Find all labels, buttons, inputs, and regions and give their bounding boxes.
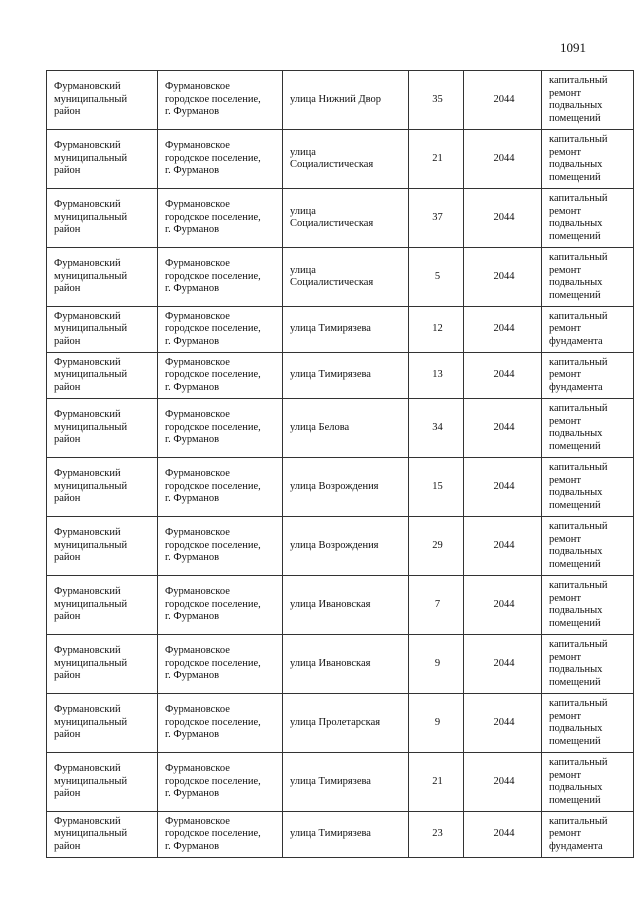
work-type-text: капитальный ремонт подвальных помещений	[549, 521, 608, 570]
house-number-text: 29	[432, 539, 443, 551]
house-number-cell	[409, 248, 464, 307]
house-number-cell	[409, 71, 464, 130]
settlement-cell	[158, 71, 283, 130]
house-number-text: 34	[432, 421, 443, 433]
district-text: Фурмановский муниципальный район	[54, 763, 128, 800]
street-text: улица Пролетарская	[290, 716, 381, 728]
street-cell	[283, 353, 409, 399]
house-number-text: 35	[432, 93, 443, 105]
house-number-cell	[409, 399, 464, 458]
house-number-cell	[409, 189, 464, 248]
table-row	[47, 753, 634, 812]
house-number-cell	[409, 635, 464, 694]
house-number-text: 13	[432, 369, 443, 381]
work-type-cell	[542, 71, 634, 130]
work-type-text: капитальный ремонт подвальных помещений	[549, 403, 608, 452]
year-cell	[464, 307, 542, 353]
house-number-text: 9	[434, 716, 441, 728]
street-text: улица Возрождения	[290, 480, 379, 492]
street-cell	[283, 753, 409, 812]
year-text: 2044	[493, 539, 515, 551]
work-type-text: капитальный ремонт фундамента	[549, 310, 608, 347]
year-cell	[464, 812, 542, 858]
year-text: 2044	[493, 716, 515, 728]
work-type-cell	[542, 353, 634, 399]
year-cell	[464, 189, 542, 248]
work-type-cell	[542, 399, 634, 458]
table-row	[47, 694, 634, 753]
street-cell	[283, 399, 409, 458]
work-type-cell	[542, 576, 634, 635]
work-type-cell	[542, 635, 634, 694]
district-text: Фурмановский муниципальный район	[54, 586, 128, 623]
settlement-text: Фурмановское городское поселение, г. Фурманов	[165, 81, 261, 118]
year-cell	[464, 753, 542, 812]
table-row	[47, 576, 634, 635]
settlement-text: Фурмановское городское поселение, г. Фурманов	[165, 586, 261, 623]
district-cell	[47, 189, 158, 248]
work-type-text: капитальный ремонт подвальных помещений	[549, 75, 608, 124]
street-text: улица Тимирязева	[290, 323, 371, 335]
district-cell	[47, 694, 158, 753]
street-text: улица Ивановская	[290, 598, 371, 610]
settlement-cell	[158, 635, 283, 694]
street-text: улица Социалистическая	[290, 205, 374, 229]
work-type-text: капитальный ремонт подвальных помещений	[549, 193, 608, 242]
year-text: 2044	[493, 369, 515, 381]
work-type-cell	[542, 517, 634, 576]
work-type-cell	[542, 307, 634, 353]
page-number: 1091	[560, 40, 586, 55]
street-text: улица Тимирязева	[290, 369, 371, 381]
street-text: улица Белова	[290, 421, 350, 433]
street-cell	[283, 635, 409, 694]
table-row	[47, 307, 634, 353]
settlement-cell	[158, 812, 283, 858]
work-type-text: капитальный ремонт подвальных помещений	[549, 252, 608, 301]
district-text: Фурмановский муниципальный район	[54, 468, 128, 505]
settlement-text: Фурмановское городское поселение, г. Фурманов	[165, 258, 261, 295]
house-number-cell	[409, 517, 464, 576]
district-cell	[47, 812, 158, 858]
year-cell	[464, 399, 542, 458]
work-type-text: капитальный ремонт подвальных помещений	[549, 698, 608, 747]
street-text: улица Возрождения	[290, 539, 379, 551]
district-cell	[47, 71, 158, 130]
district-text: Фурмановский муниципальный район	[54, 258, 128, 295]
settlement-text: Фурмановское городское поселение, г. Фурманов	[165, 140, 261, 177]
year-text: 2044	[493, 211, 515, 223]
settlement-cell	[158, 353, 283, 399]
settlement-cell	[158, 307, 283, 353]
street-cell	[283, 71, 409, 130]
house-number-text: 37	[432, 211, 443, 223]
table-row	[47, 130, 634, 189]
year-cell	[464, 71, 542, 130]
work-type-cell	[542, 189, 634, 248]
house-number-cell	[409, 130, 464, 189]
district-cell	[47, 248, 158, 307]
table-row	[47, 71, 634, 130]
table-row	[47, 517, 634, 576]
street-text: улица Социалистическая	[290, 146, 374, 170]
district-text: Фурмановский муниципальный район	[54, 199, 128, 236]
house-number-cell	[409, 458, 464, 517]
street-text: улица Тимирязева	[290, 775, 371, 787]
settlement-cell	[158, 753, 283, 812]
settlement-text: Фурмановское городское поселение, г. Фурманов	[165, 645, 261, 682]
table-row	[47, 812, 634, 858]
work-type-cell	[542, 130, 634, 189]
year-text: 2044	[493, 152, 515, 164]
settlement-text: Фурмановское городское поселение, г. Фурманов	[165, 310, 261, 347]
street-cell	[283, 812, 409, 858]
street-text: улица Нижний Двор	[290, 93, 382, 105]
table-row	[47, 399, 634, 458]
street-text: улица Ивановская	[290, 657, 371, 669]
work-type-cell	[542, 694, 634, 753]
work-type-text: капитальный ремонт фундамента	[549, 356, 608, 393]
year-cell	[464, 517, 542, 576]
year-text: 2044	[493, 657, 515, 669]
street-cell	[283, 458, 409, 517]
year-text: 2044	[493, 480, 515, 492]
house-number-text: 12	[432, 323, 443, 335]
settlement-cell	[158, 399, 283, 458]
year-text: 2044	[493, 828, 515, 840]
year-cell	[464, 458, 542, 517]
table-row	[47, 189, 634, 248]
district-text: Фурмановский муниципальный район	[54, 527, 128, 564]
work-type-cell	[542, 753, 634, 812]
settlement-text: Фурмановское городское поселение, г. Фурманов	[165, 704, 261, 741]
street-cell	[283, 307, 409, 353]
house-number-cell	[409, 753, 464, 812]
year-text: 2044	[493, 323, 515, 335]
street-cell	[283, 248, 409, 307]
house-number-cell	[409, 812, 464, 858]
district-cell	[47, 399, 158, 458]
house-number-text: 15	[432, 480, 443, 492]
street-text: улица Социалистическая	[290, 264, 374, 288]
work-type-cell	[542, 248, 634, 307]
district-text: Фурмановский муниципальный район	[54, 409, 128, 446]
table-row	[47, 353, 634, 399]
settlement-cell	[158, 576, 283, 635]
district-cell	[47, 458, 158, 517]
year-text: 2044	[493, 93, 515, 105]
settlement-text: Фурмановское городское поселение, г. Фурманов	[165, 468, 261, 505]
district-text: Фурмановский муниципальный район	[54, 310, 128, 347]
district-cell	[47, 753, 158, 812]
district-cell	[47, 635, 158, 694]
house-number-cell	[409, 576, 464, 635]
table-row	[47, 635, 634, 694]
year-text: 2044	[493, 421, 515, 433]
district-cell	[47, 576, 158, 635]
settlement-text: Фурмановское городское поселение, г. Фурманов	[165, 763, 261, 800]
district-text: Фурмановский муниципальный район	[54, 815, 128, 852]
work-type-text: капитальный ремонт подвальных помещений	[549, 639, 608, 688]
year-cell	[464, 694, 542, 753]
settlement-text: Фурмановское городское поселение, г. Фурманов	[165, 815, 261, 852]
street-cell	[283, 189, 409, 248]
house-number-text: 21	[432, 152, 443, 164]
year-text: 2044	[493, 270, 515, 282]
work-type-text: капитальный ремонт подвальных помещений	[549, 462, 608, 511]
year-cell	[464, 130, 542, 189]
repair-schedule-table	[46, 70, 634, 858]
street-text: улица Тимирязева	[290, 828, 371, 840]
year-cell	[464, 635, 542, 694]
year-cell	[464, 353, 542, 399]
work-type-cell	[542, 812, 634, 858]
work-type-text: капитальный ремонт подвальных помещений	[549, 580, 608, 629]
district-text: Фурмановский муниципальный район	[54, 81, 128, 118]
settlement-cell	[158, 517, 283, 576]
table-body	[47, 71, 634, 858]
district-text: Фурмановский муниципальный район	[54, 356, 128, 393]
street-cell	[283, 576, 409, 635]
settlement-text: Фурмановское городское поселение, г. Фурманов	[165, 356, 261, 393]
house-number-cell	[409, 353, 464, 399]
district-cell	[47, 130, 158, 189]
settlement-text: Фурмановское городское поселение, г. Фурманов	[165, 409, 261, 446]
year-cell	[464, 576, 542, 635]
settlement-text: Фурмановское городское поселение, г. Фурманов	[165, 199, 261, 236]
house-number-cell	[409, 694, 464, 753]
district-cell	[47, 353, 158, 399]
settlement-cell	[158, 248, 283, 307]
settlement-cell	[158, 130, 283, 189]
street-cell	[283, 130, 409, 189]
work-type-text: капитальный ремонт подвальных помещений	[549, 757, 608, 806]
settlement-text: Фурмановское городское поселение, г. Фурманов	[165, 527, 261, 564]
year-cell	[464, 248, 542, 307]
house-number-cell	[409, 307, 464, 353]
district-cell	[47, 517, 158, 576]
year-text: 2044	[493, 775, 515, 787]
settlement-cell	[158, 694, 283, 753]
house-number-text: 9	[434, 657, 441, 669]
house-number-text: 7	[434, 598, 441, 610]
year-text: 2044	[493, 598, 515, 610]
house-number-text: 21	[432, 775, 443, 787]
table-row	[47, 458, 634, 517]
work-type-text: капитальный ремонт фундамента	[549, 815, 608, 852]
settlement-cell	[158, 458, 283, 517]
street-cell	[283, 517, 409, 576]
district-text: Фурмановский муниципальный район	[54, 645, 128, 682]
house-number-text: 5	[434, 270, 441, 282]
district-text: Фурмановский муниципальный район	[54, 140, 128, 177]
house-number-text: 23	[432, 828, 443, 840]
district-text: Фурмановский муниципальный район	[54, 704, 128, 741]
settlement-cell	[158, 189, 283, 248]
work-type-text: капитальный ремонт подвальных помещений	[549, 134, 608, 183]
work-type-cell	[542, 458, 634, 517]
district-cell	[47, 307, 158, 353]
street-cell	[283, 694, 409, 753]
table-row	[47, 248, 634, 307]
